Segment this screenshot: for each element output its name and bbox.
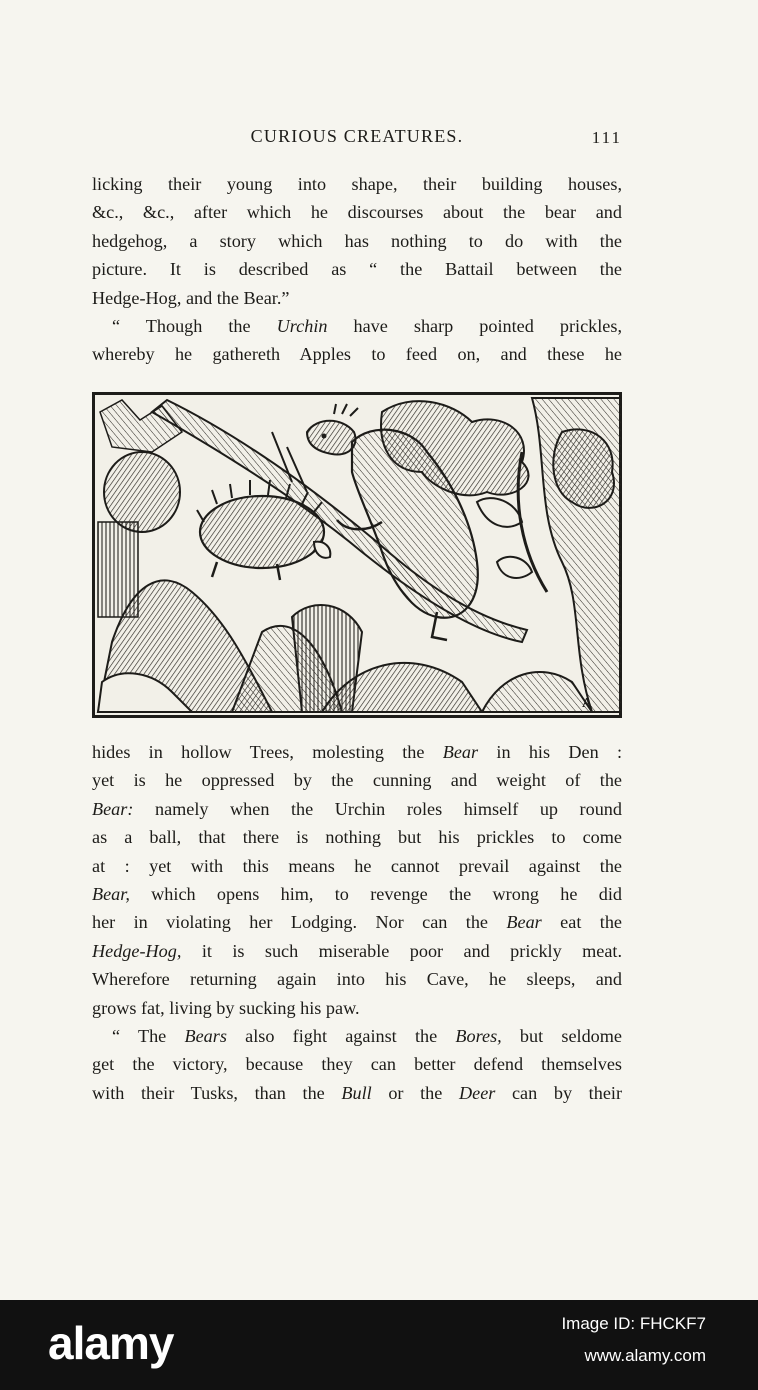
text-run: but seldome <box>501 1025 622 1046</box>
text-line: as a ball, that there is nothing but his prickles to come <box>92 827 622 848</box>
text-line <box>92 1022 622 1050</box>
text-line <box>92 1079 622 1107</box>
italic-text: Bear: <box>92 798 134 819</box>
text-line: &c., &c., after which he discourses about the bear and <box>92 202 622 223</box>
italic-text: Bear <box>506 912 542 933</box>
text-run: with their Tusks, than the <box>92 1082 342 1103</box>
text-run: namely when the Urchin roles himself up round <box>133 798 622 819</box>
text-line <box>92 880 622 908</box>
page-number: 111 <box>591 128 622 147</box>
text-run: which opens him, to revenge the wrong he did <box>129 883 622 904</box>
text-line <box>92 738 622 766</box>
text-run: also fight against the <box>226 1025 456 1046</box>
text-line: at : yet with this means he cannot prevail against the <box>92 855 622 876</box>
text-line <box>92 908 622 936</box>
text-line <box>92 937 622 965</box>
watermark-bar <box>0 1300 758 1390</box>
text-line: picture. It is described as “ the Battail between the <box>92 259 622 280</box>
image-id: Image ID: FHCKF7 <box>561 1314 706 1333</box>
text-run: it is such miserable poor and prickly meat. <box>181 940 622 961</box>
text-line: get the victory, because they can better defend themselves <box>92 1054 622 1075</box>
brand-logo: alamy <box>48 1317 174 1369</box>
running-head: CURIOUS CREATURES. <box>250 126 464 146</box>
text-line: licking their young into shape, their building houses, <box>92 174 622 194</box>
italic-text: Bears <box>184 1025 227 1046</box>
page-header <box>92 126 622 152</box>
paragraph-block-top <box>92 170 622 369</box>
text-line: hedgehog, a story which has nothing to do with the <box>92 230 622 251</box>
text-line: Hedge-Hog, and the Bear.” <box>92 287 290 308</box>
woodcut-illustration <box>92 392 622 718</box>
text-run: or the <box>371 1082 459 1103</box>
italic-text: Deer <box>458 1082 496 1103</box>
italic-text: Hedge-Hog, <box>92 940 182 961</box>
text-line: yet is he oppressed by the cunning and weight of the <box>92 770 622 791</box>
text-line <box>92 795 622 823</box>
italic-text: Urchin <box>276 315 328 336</box>
text-line: whereby he gathereth Apples to feed on, and these he <box>92 344 622 365</box>
artist-monogram: A <box>582 696 593 711</box>
text-line: Wherefore returning again into his Cave, he sleeps, and <box>92 969 622 990</box>
italic-text: Bores, <box>455 1025 502 1046</box>
text-run: in his Den : <box>478 742 622 762</box>
text-run: her in violating her Lodging. Nor can the <box>92 912 507 933</box>
text-run: “ Though the <box>112 315 277 336</box>
text-run: eat the <box>541 912 622 933</box>
italic-text: Bear <box>442 742 479 762</box>
paragraph-block-bottom <box>92 738 622 1107</box>
text-run: hides in hollow Trees, molesting the <box>92 742 443 762</box>
italic-text: Bull <box>341 1082 372 1103</box>
text-line: grows fat, living by sucking his paw. <box>92 997 360 1018</box>
text-run: can by their <box>495 1082 622 1103</box>
text-run: “ The <box>112 1025 185 1046</box>
site-url: www.alamy.com <box>584 1346 706 1365</box>
italic-text: Bear, <box>92 883 130 904</box>
text-line <box>92 312 622 340</box>
text-run: have sharp pointed prickles, <box>327 315 622 336</box>
